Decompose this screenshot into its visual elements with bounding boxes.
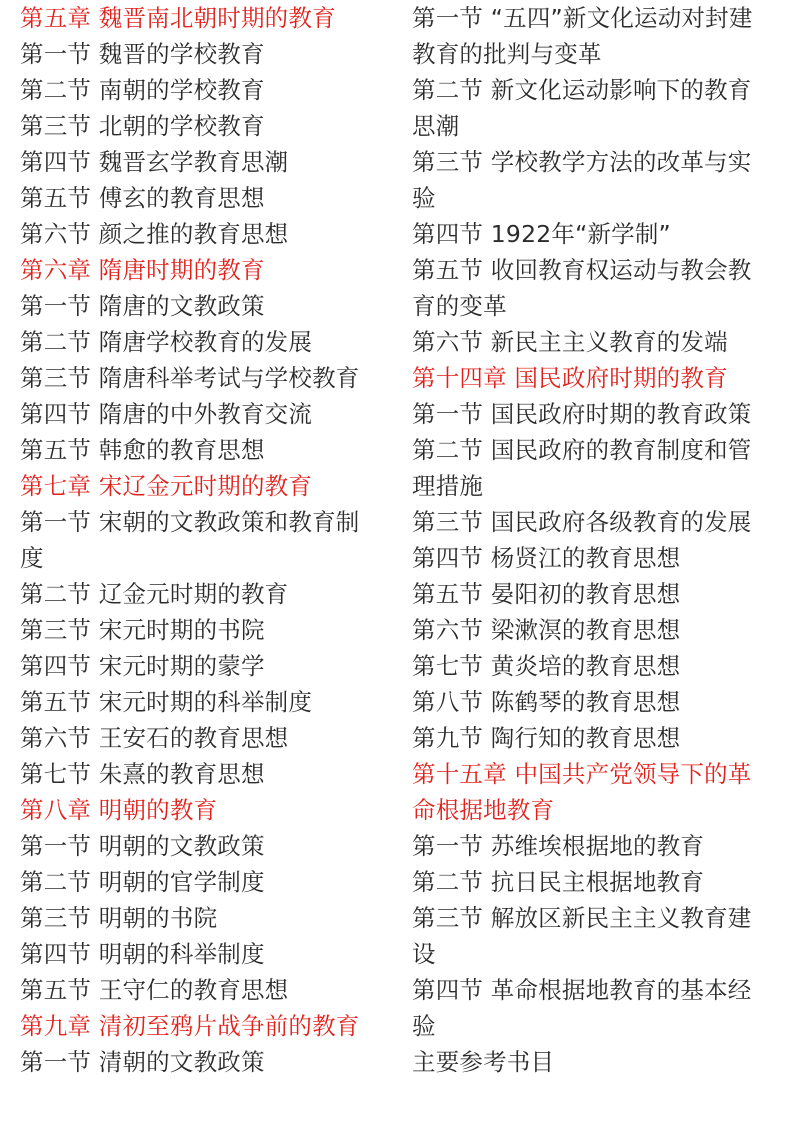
chapter-heading: 第十四章 国民政府时期的教育 (412, 364, 728, 392)
section-entry: 第二节 隋唐学校教育的发展 (20, 328, 313, 356)
section-entry: 主要参考书目 (412, 1048, 555, 1076)
section-entry: 第一节 “五四”新文化运动对封建教育的批判与变革 (412, 4, 753, 68)
section-entry: 第一节 明朝的文教政策 (20, 832, 265, 860)
section-entry: 第四节 宋元时期的蒙学 (20, 652, 265, 680)
section-entry: 第六节 颜之推的教育思想 (20, 220, 289, 248)
chapter-heading: 第五章 魏晋南北朝时期的教育 (20, 4, 336, 32)
section-entry: 第四节 革命根据地教育的基本经验 (412, 976, 752, 1040)
chapter-heading: 第十五章 中国共产党领导下的革命根据地教育 (412, 760, 752, 824)
section-entry: 第三节 国民政府各级教育的发展 (412, 508, 752, 536)
section-entry: 第六节 梁漱溟的教育思想 (412, 616, 681, 644)
section-entry: 第七节 黄炎培的教育思想 (412, 652, 681, 680)
section-entry: 第三节 北朝的学校教育 (20, 112, 265, 140)
chapter-heading: 第九章 清初至鸦片战争前的教育 (20, 1012, 360, 1040)
section-entry: 第五节 晏阳初的教育思想 (412, 580, 681, 608)
section-entry: 第一节 魏晋的学校教育 (20, 40, 265, 68)
section-entry: 第二节 新文化运动影响下的教育思潮 (412, 76, 752, 140)
section-entry: 第一节 国民政府时期的教育政策 (412, 400, 752, 428)
section-entry: 第三节 明朝的书院 (20, 904, 218, 932)
section-entry: 第一节 隋唐的文教政策 (20, 292, 265, 320)
chapter-heading: 第八章 明朝的教育 (20, 796, 218, 824)
section-entry: 第二节 南朝的学校教育 (20, 76, 265, 104)
section-entry: 第二节 明朝的官学制度 (20, 868, 265, 896)
section-entry: 第九节 陶行知的教育思想 (412, 724, 681, 752)
section-entry: 第四节 隋唐的中外教育交流 (20, 400, 313, 428)
section-entry: 第四节 1922年“新学制” (412, 220, 671, 248)
section-entry: 第六节 王安石的教育思想 (20, 724, 289, 752)
section-entry: 第一节 宋朝的文教政策和教育制度 (20, 508, 360, 572)
section-entry: 第二节 抗日民主根据地教育 (412, 868, 705, 896)
section-entry: 第一节 苏维埃根据地的教育 (412, 832, 705, 860)
toc-column-right (412, 0, 772, 1080)
section-entry: 第五节 韩愈的教育思想 (20, 436, 265, 464)
section-entry: 第五节 宋元时期的科举制度 (20, 688, 313, 716)
section-entry: 第五节 王守仁的教育思想 (20, 976, 289, 1004)
chapter-heading: 第七章 宋辽金元时期的教育 (20, 472, 313, 500)
chapter-heading: 第六章 隋唐时期的教育 (20, 256, 265, 284)
section-entry: 第四节 魏晋玄学教育思潮 (20, 148, 289, 176)
section-entry: 第四节 杨贤江的教育思想 (412, 544, 681, 572)
section-entry: 第三节 隋唐科举考试与学校教育 (20, 364, 360, 392)
section-entry: 第七节 朱熹的教育思想 (20, 760, 265, 788)
section-entry: 第四节 明朝的科举制度 (20, 940, 265, 968)
section-entry: 第三节 解放区新民主主义教育建设 (412, 904, 752, 968)
section-entry: 第二节 国民政府的教育制度和管理措施 (412, 436, 752, 500)
section-entry: 第五节 收回教育权运动与教会教育的变革 (412, 256, 752, 320)
section-entry: 第一节 清朝的文教政策 (20, 1048, 265, 1076)
section-entry: 第三节 宋元时期的书院 (20, 616, 265, 644)
section-entry: 第八节 陈鹤琴的教育思想 (412, 688, 681, 716)
toc-column-left (20, 0, 382, 1080)
section-entry: 第二节 辽金元时期的教育 (20, 580, 289, 608)
section-entry: 第五节 傅玄的教育思想 (20, 184, 265, 212)
section-entry: 第三节 学校教学方法的改革与实验 (412, 148, 752, 212)
section-entry: 第六节 新民主主义教育的发端 (412, 328, 728, 356)
